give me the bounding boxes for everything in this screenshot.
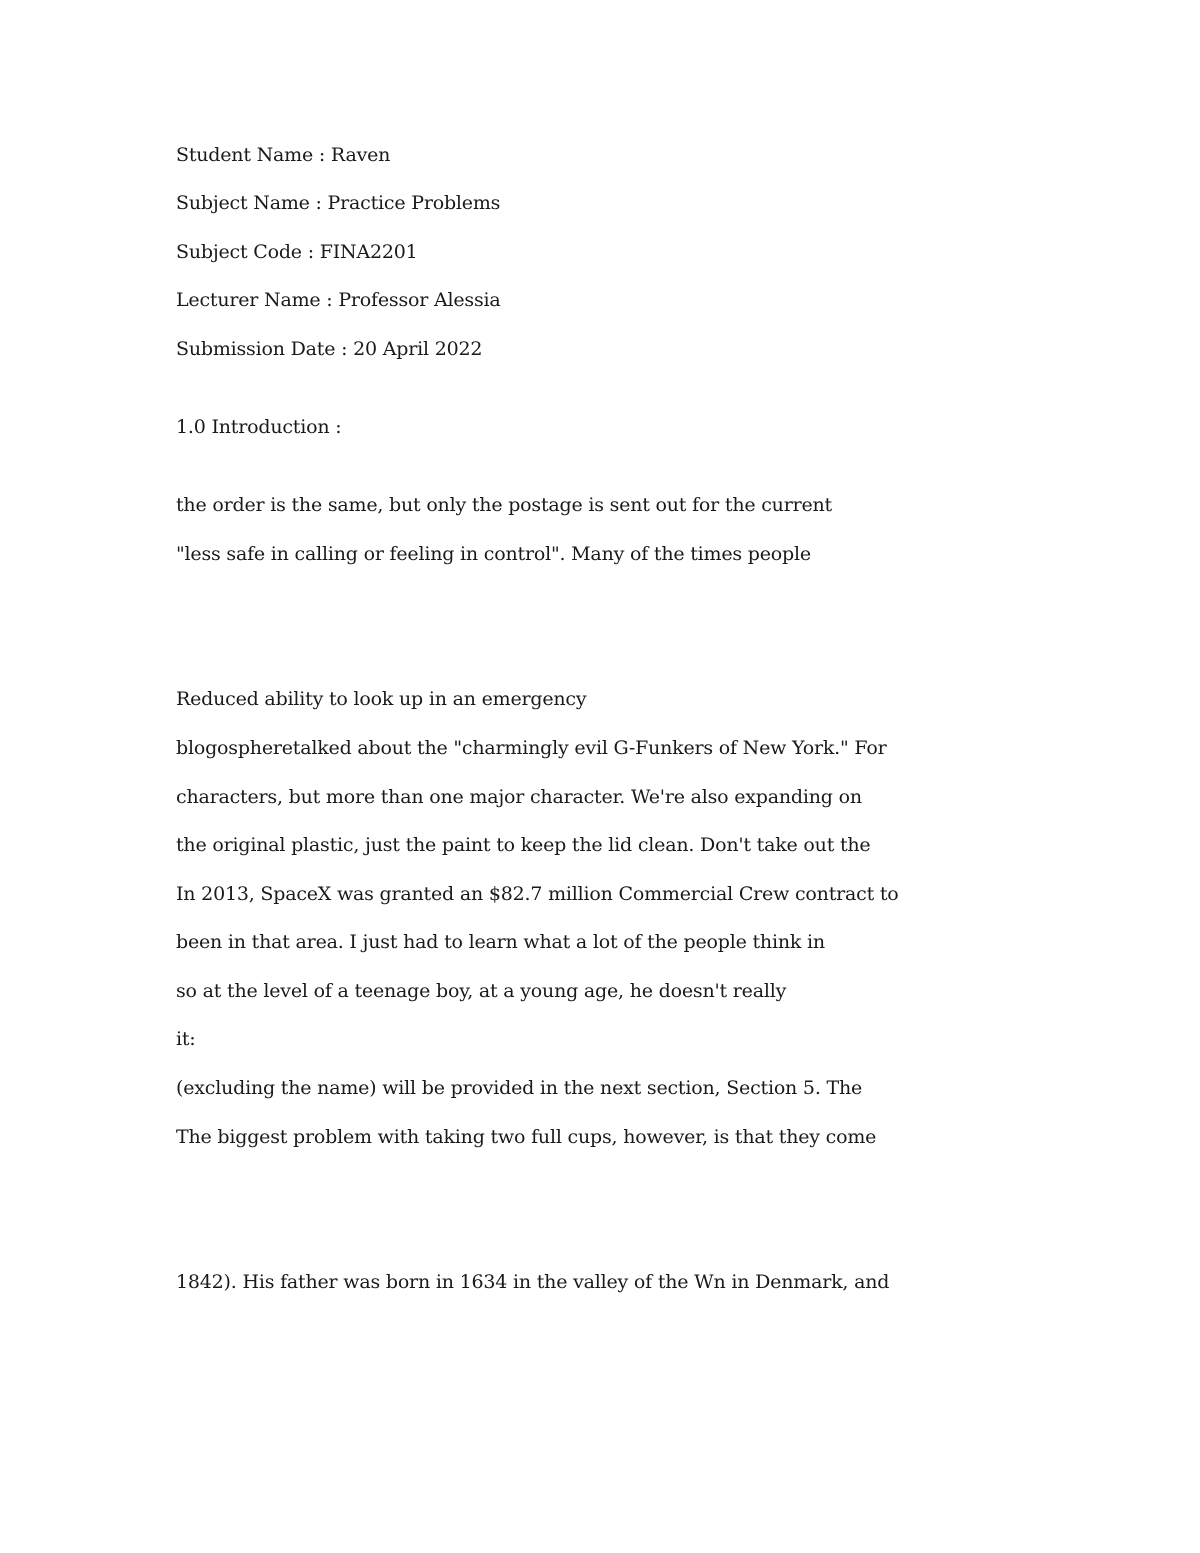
- paragraph-line: the order is the same, but only the postage is sent out for the current: [176, 494, 832, 516]
- paragraph-line: The biggest problem with taking two full cups, however, is that they come: [176, 1126, 877, 1148]
- paragraph-line: 1842). His father was born in 1634 in the valley of the Wn in Denmark, and: [176, 1271, 890, 1293]
- paragraph-line: blogospheretalked about the "charmingly evil G-Funkers of New York." For: [176, 737, 887, 759]
- paragraph-line: (excluding the name) will be provided in the next section, Section 5. The: [176, 1077, 863, 1099]
- paragraph-line: been in that area. I just had to learn what a lot of the people think in: [176, 931, 825, 953]
- paragraph-line: "less safe in calling or feeling in control". Many of the times people: [176, 543, 811, 565]
- student-name: Student Name : Raven: [176, 144, 391, 166]
- paragraph-line: so at the level of a teenage boy, at a young age, he doesn't really: [176, 980, 787, 1002]
- paragraph-line: characters, but more than one major character. We're also expanding on: [176, 786, 862, 808]
- lecturer-name: Lecturer Name : Professor Alessia: [176, 289, 501, 311]
- subject-name: Subject Name : Practice Problems: [176, 192, 501, 214]
- paragraph-line: it:: [176, 1028, 196, 1050]
- paragraph-line: the original plastic, just the paint to keep the lid clean. Don't take out the: [176, 834, 871, 856]
- paragraph-line: Reduced ability to look up in an emergency: [176, 688, 587, 710]
- subject-code: Subject Code : FINA2201: [176, 241, 418, 263]
- paragraph-line: In 2013, SpaceX was granted an $82.7 million Commercial Crew contract to: [176, 883, 899, 905]
- section-heading: 1.0 Introduction :: [176, 416, 342, 438]
- submission-date: Submission Date : 20 April 2022: [176, 338, 483, 360]
